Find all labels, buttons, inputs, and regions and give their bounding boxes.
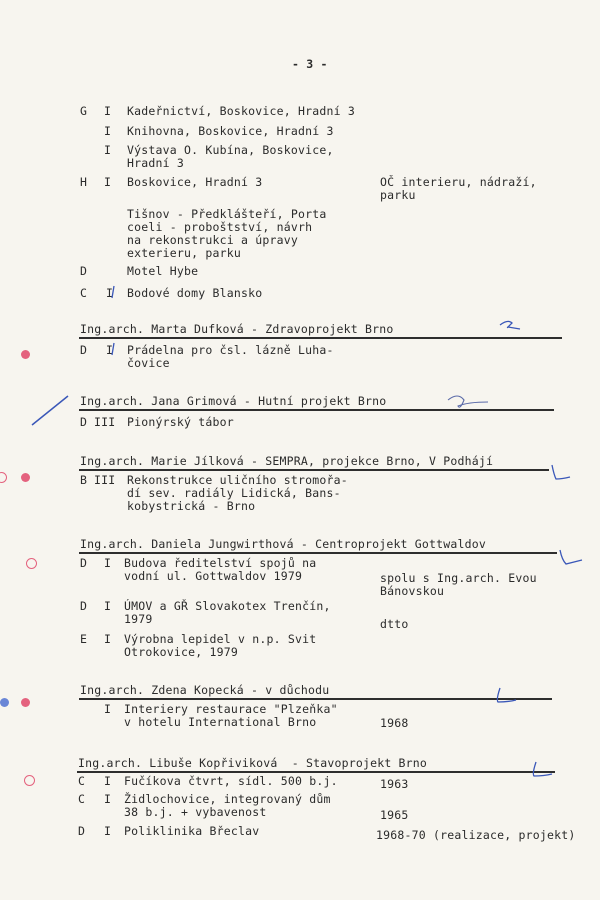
entry-text: Kadeřnictví, Boskovice, Hradní 3 (127, 104, 355, 118)
entry-note: 1968-70 (realizace, projekt) (376, 828, 576, 842)
entry-num: I (104, 556, 112, 570)
section-heading: Ing.arch. Zdena Kopecká - v důchodu (80, 683, 330, 697)
entry-cat: B (80, 473, 88, 487)
pen-stroke (112, 343, 114, 355)
pen-stroke (112, 286, 114, 298)
entry-text: Bodové domy Blansko (127, 286, 263, 300)
entry-text: Fučíkova čtvrt, sídl. 500 b.j. (124, 774, 338, 788)
tick-mark (552, 465, 570, 479)
entry-cat: D (78, 824, 86, 838)
tick-mark (448, 396, 488, 407)
entry-note: 1968 (380, 716, 409, 730)
tick-mark (533, 762, 552, 776)
entry-cat: D (80, 343, 88, 357)
section-heading: Ing.arch. Jana Grimová - Hutní projekt Brno (80, 394, 387, 408)
entry-num: I (104, 104, 112, 118)
entry-text: Tišnov - Předklášteří, Porta coeli - proboštství, návrh na rekonstrukci a úpravy exterieru, parku (127, 207, 327, 260)
entry-text: Pionýrský tábor (127, 415, 234, 429)
tick-mark (500, 321, 520, 329)
entry-text: ÚMOV a GŘ Slovakotex Trenčín, 1979 (124, 599, 331, 626)
entry-text: Budova ředitelství spojů na vodní ul. Gottwaldov 1979 (124, 556, 317, 583)
page-number: - 3 - (292, 57, 328, 71)
entry-cat: D (80, 556, 88, 570)
section-heading: Ing.arch. Marta Dufková - Zdravoprojekt Brno (80, 322, 394, 336)
entry-text: Motel Hybe (127, 264, 199, 278)
entry-num: I (104, 792, 112, 806)
entry-text: Prádelna pro čsl. lázně Luha- čovice (127, 343, 334, 370)
entry-cat: C (80, 286, 88, 300)
entry-text: Boskovice, Hradní 3 (127, 175, 263, 189)
entry-num: III (94, 473, 116, 487)
section-heading: Ing.arch. Libuše Kopřiviková - Stavoprojekt Brno (78, 756, 428, 770)
entry-text: Poliklinika Břeclav (124, 824, 260, 838)
entry-num: I (106, 286, 114, 300)
entry-text: Knihovna, Boskovice, Hradní 3 (127, 124, 334, 138)
entry-cat: D (80, 264, 88, 278)
entry-text: Rekonstrukce uličního stromořa- dí sev. radiály Lidická, Bans- kobystrická - Brno (127, 473, 348, 513)
entry-text: Interiery restaurace "Plzeňka" v hotelu International Brno (124, 702, 338, 729)
entry-num: I (104, 175, 112, 189)
entry-num: I (104, 124, 112, 138)
entry-cat: H (80, 175, 88, 189)
entry-num: III (94, 415, 116, 429)
tick-mark (497, 688, 516, 702)
entry-note: OČ interieru, nádraží, parku (380, 175, 537, 202)
entry-note: spolu s Ing.arch. Evou Bánovskou (380, 571, 537, 598)
entry-cat: E (80, 632, 88, 646)
entry-cat: C (78, 792, 86, 806)
entry-num: I (104, 702, 112, 716)
section-heading: Ing.arch. Marie Jílková - SEMPRA, projekce Brno, V Podhájí (80, 454, 494, 468)
entry-note: dtto (380, 617, 409, 631)
entry-num: I (104, 824, 112, 838)
pen-stroke (32, 396, 68, 425)
tick-mark (560, 550, 582, 564)
entry-text: Výrobna lepidel v n.p. Svit Otrokovice, 1979 (124, 632, 317, 659)
entry-num: I (104, 632, 112, 646)
entry-num: I (104, 599, 112, 613)
entry-num: I (106, 343, 114, 357)
entry-text: Židlochovice, integrovaný dům 38 b.j. + vybavenost (124, 792, 331, 819)
entry-num: I (104, 143, 112, 157)
entry-text: Výstava O. Kubína, Boskovice, Hradní 3 (127, 143, 334, 170)
entry-cat: G (80, 104, 88, 118)
entry-cat: D (80, 415, 88, 429)
entry-cat: C (78, 774, 86, 788)
entry-note: 1963 (380, 777, 409, 791)
entry-cat: D (80, 599, 88, 613)
section-heading: Ing.arch. Daniela Jungwirthová - Centroprojekt Gottwaldov (80, 537, 487, 551)
entry-note: 1965 (380, 808, 409, 822)
entry-num: I (104, 774, 112, 788)
